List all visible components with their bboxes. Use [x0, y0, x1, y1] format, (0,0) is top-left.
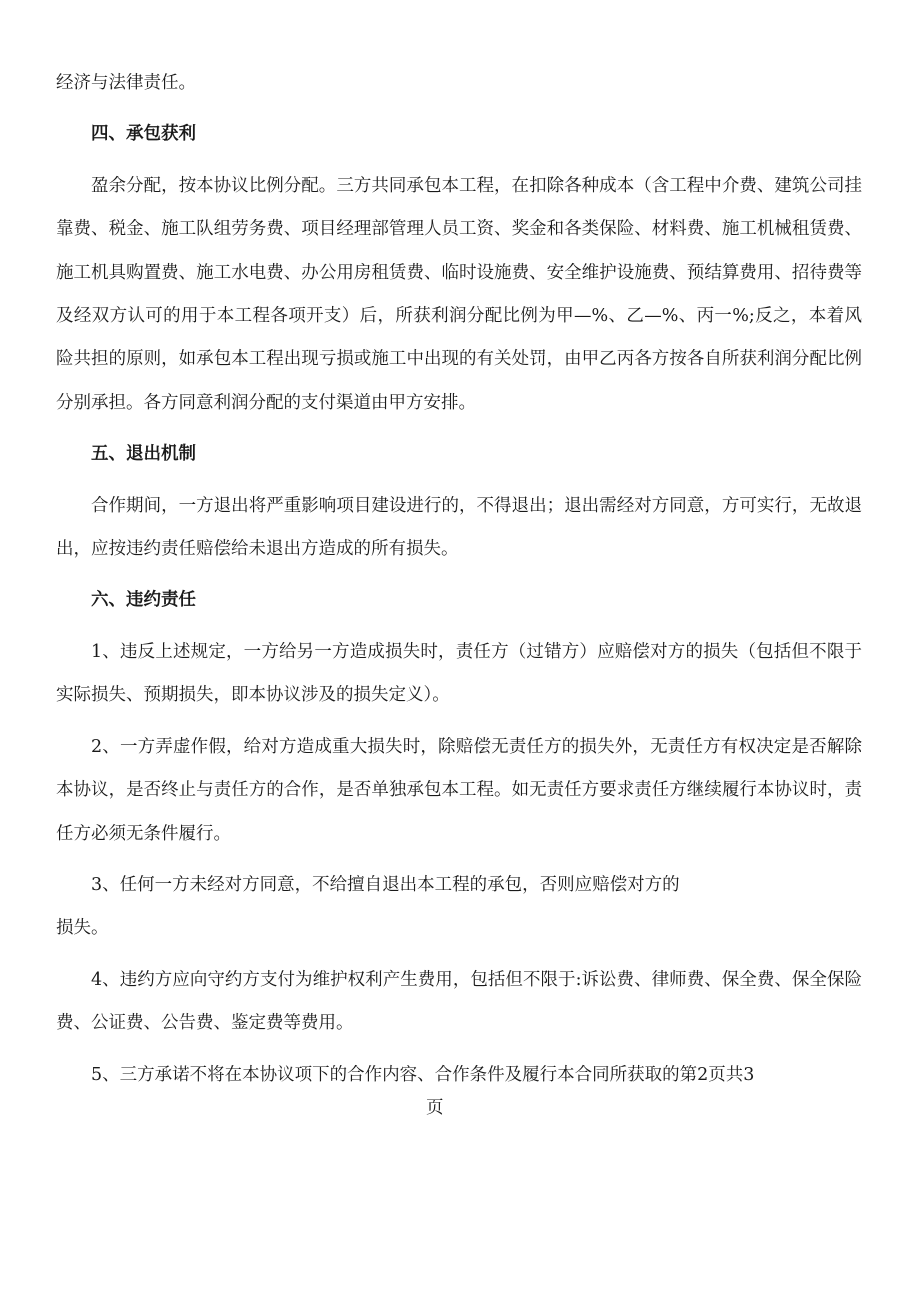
top-line: 经济与法律责任。 [56, 73, 196, 93]
section-heading-exit: 五、退出机制 [91, 444, 196, 465]
paragraph-breach-clause-5: 5、三方承诺不将在本协议项下的合作内容、合作条件及履行本合同所获取的第2页共3 [91, 1064, 755, 1085]
paragraph-profit-distribution: 盈余分配，按本协议比例分配。三方共同承包本工程，在扣除各种成本（含工程中介费、建筑公司挂靠费、税金、施工队组劳务费、项目经理部管理人员工资、奖金和各类保险、材料费、施工机械租赁费、施工机具购置费、施工水电费、办公用房租赁费、临时设施费、安全维护设施费、预结算费用、招待费等及经双方认可的用于本工程各项开支）后，所获利润分配比例为甲—%、乙—%、丙一%;反之，本着风险共担的原则，如承包本工程出现亏损或施工中出现的有关处罚，由甲乙丙各方按各自所获利润分配比例分别承担。各方同意利润分配的支付渠道由甲方安排。 [56, 175, 862, 413]
paragraph-breach-clause-2: 2、一方弄虚作假，给对方造成重大损失时，除赔偿无责任方的损失外，无责任方有权决定是否解除本协议，是否终止与责任方的合作，是否单独承包本工程。如无责任方要求责任方继续履行本协议时，责任方必须无条件履行。 [56, 736, 862, 844]
paragraph-breach-clause-3-line2: 损失。 [56, 918, 109, 939]
paragraph-breach-clause-3-line1: 3、任何一方未经对方同意，不给擅自退出本工程的承包，否则应赔偿对方的 [91, 874, 680, 895]
paragraph-breach-clause-1: 1、违反上述规定，一方给另一方造成损失时，责任方（过错方）应赔偿对方的损失（包括但不限于实际损失、预期损失，即本协议涉及的损失定义）。 [56, 641, 862, 706]
page-number-suffix: 页 [426, 1097, 444, 1118]
paragraph-exit-mechanism: 合作期间，一方退出将严重影响项目建设进行的，不得退出；退出需经对方同意，方可实行，无故退出，应按违约责任赔偿给未退出方造成的所有损失。 [56, 495, 862, 560]
section-heading-profit: 四、承包获利 [91, 124, 196, 145]
paragraph-breach-clause-4: 4、违约方应向守约方支付为维护权利产生费用，包括但不限于:诉讼费、律师费、保全费、保全保险费、公证费、公告费、鉴定费等费用。 [56, 969, 862, 1034]
section-heading-breach: 六、违约责任 [91, 590, 196, 611]
